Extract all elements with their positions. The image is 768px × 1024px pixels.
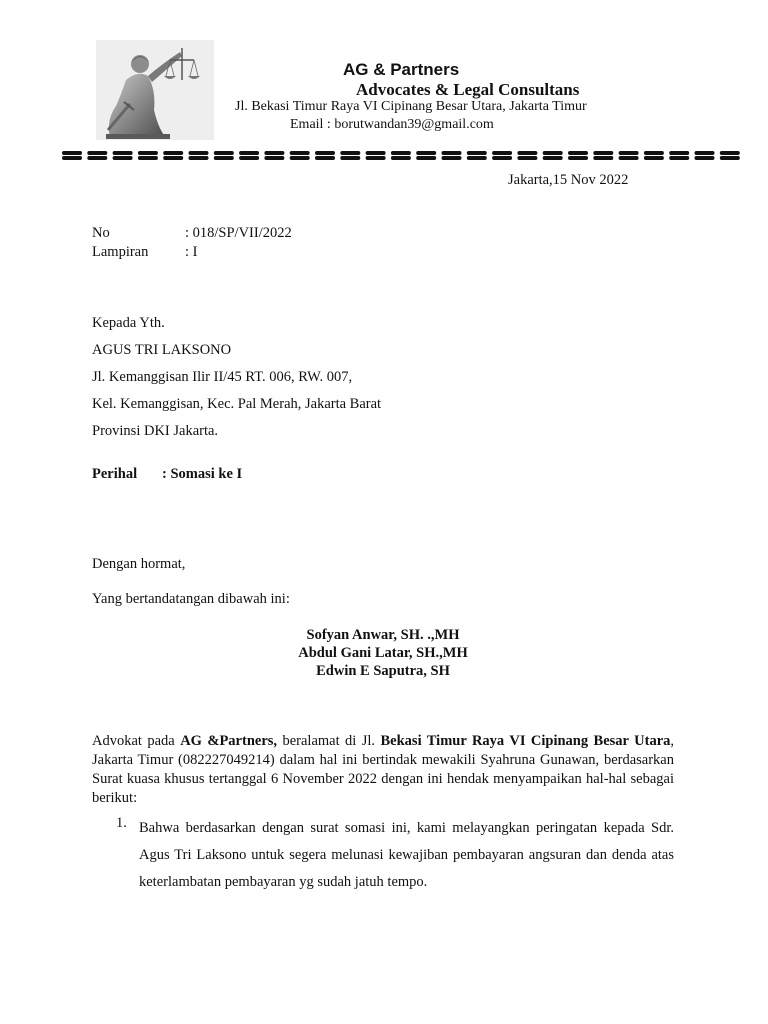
divider-dash — [214, 156, 234, 160]
subject-row — [92, 466, 242, 483]
attachment-value: : I — [185, 244, 198, 260]
recipient-greeting: Kepada Yth. — [92, 315, 165, 331]
divider-dash — [264, 156, 284, 160]
divider-dash — [87, 151, 107, 155]
para-text-3: , Jakarta Timur (082227049214) dalam hal ini bertindak mewakili Syahruna Gunawan, berdasarkan Surat kuasa khusus tertanggal 6 November 2022 dengan ini hendak menyampaikan hal-hal sebagai berikut: — [92, 733, 675, 806]
divider-dash — [163, 156, 183, 160]
divider-dash — [189, 156, 209, 160]
divider-dash — [391, 156, 411, 160]
signatory-1: Sofyan Anwar, SH. .,MH — [306, 627, 460, 643]
letter-date: Jakarta,15 Nov 2022 — [508, 172, 629, 188]
firm-email: Email : borutwandan39@gmail.com — [290, 117, 494, 132]
number-row — [92, 225, 292, 242]
salutation: Dengan hormat, — [92, 556, 186, 572]
recipient-name: AGUS TRI LAKSONO — [92, 342, 232, 358]
divider-dash — [517, 156, 537, 160]
firm-name: AG & Partners — [343, 60, 460, 79]
divider-dash — [239, 151, 259, 155]
divider-dash — [593, 151, 613, 155]
para-address: Bekasi Timur Raya VI Cipinang Besar Utara — [380, 733, 671, 749]
signatory-3: Edwin E Saputra, SH — [316, 663, 450, 679]
divider-dash — [619, 151, 639, 155]
number-label: No — [92, 225, 110, 241]
divider-dash — [467, 151, 487, 155]
divider-dash — [669, 151, 689, 155]
recipient-address-line1: Jl. Kemanggisan Ilir II/45 RT. 006, RW. 007, — [92, 369, 353, 385]
subject-label: Perihal — [92, 466, 138, 482]
subject-value: : Somasi ke I — [162, 466, 243, 482]
divider-dash — [214, 151, 234, 155]
divider-dash — [517, 151, 537, 155]
divider-dash — [543, 156, 563, 160]
list-item-number: 1. — [116, 815, 127, 831]
divider-dash — [644, 156, 664, 160]
divider-dash — [391, 151, 411, 155]
firm-address: Jl. Bekasi Timur Raya VI Cipinang Besar Utara, Jakarta Timur — [235, 99, 587, 114]
attachment-label: Lampiran — [92, 244, 149, 260]
divider-dash — [720, 151, 740, 155]
divider-dash — [290, 156, 310, 160]
para-text-1: Advokat pada — [92, 733, 181, 749]
header-divider — [62, 149, 746, 163]
divider-dash — [138, 151, 158, 155]
divider-dash — [62, 151, 82, 155]
divider-dash — [87, 156, 107, 160]
divider-dash — [340, 151, 360, 155]
divider-dash — [492, 156, 512, 160]
attachment-row — [92, 244, 197, 261]
para-firm: AG &Partners, — [180, 733, 278, 749]
firm-subtitle: Advocates & Legal Consultans — [356, 80, 580, 99]
divider-dash — [492, 151, 512, 155]
divider-dash — [669, 156, 689, 160]
divider-dash — [62, 156, 82, 160]
intro-line: Yang bertandatangan dibawah ini: — [92, 591, 290, 607]
divider-dash — [568, 156, 588, 160]
divider-dash — [113, 156, 133, 160]
divider-dash — [543, 151, 563, 155]
divider-dash — [416, 151, 436, 155]
divider-dash — [138, 156, 158, 160]
divider-dash — [695, 156, 715, 160]
number-value: : 018/SP/VII/2022 — [185, 225, 292, 241]
divider-dash — [163, 151, 183, 155]
divider-dash — [189, 151, 209, 155]
divider-dash — [239, 156, 259, 160]
divider-dash — [416, 156, 436, 160]
divider-dash — [695, 151, 715, 155]
divider-dash — [366, 151, 386, 155]
divider-dash — [619, 156, 639, 160]
divider-dash — [340, 156, 360, 160]
divider-dash — [442, 151, 462, 155]
divider-dash — [366, 156, 386, 160]
divider-dash — [315, 156, 335, 160]
divider-dash — [644, 151, 664, 155]
divider-dash — [720, 156, 740, 160]
list-item: Bahwa berdasarkan dengan surat somasi ini, kami melayangkan peringatan kepada Sdr. Agus Tri Laksono untuk segera melunasi kewajiban pembayaran angsuran dan denda atas keterlambatan pembayaran yg sudah jatuh tempo. — [139, 820, 674, 890]
divider-dash — [467, 156, 487, 160]
para-text-2: beralamat di Jl. — [277, 733, 381, 749]
body-paragraph — [92, 732, 674, 808]
lady-justice-icon — [96, 40, 214, 140]
signatory-2: Abdul Gani Latar, SH.,MH — [298, 645, 468, 661]
divider-dash — [568, 151, 588, 155]
divider-dash — [593, 156, 613, 160]
recipient-address-line3: Provinsi DKI Jakarta. — [92, 423, 219, 439]
divider-dash — [113, 151, 133, 155]
divider-dash — [290, 151, 310, 155]
divider-dash — [442, 156, 462, 160]
recipient-address-line2: Kel. Kemanggisan, Kec. Pal Merah, Jakarta Barat — [92, 396, 382, 412]
divider-dash — [264, 151, 284, 155]
divider-dash — [315, 151, 335, 155]
